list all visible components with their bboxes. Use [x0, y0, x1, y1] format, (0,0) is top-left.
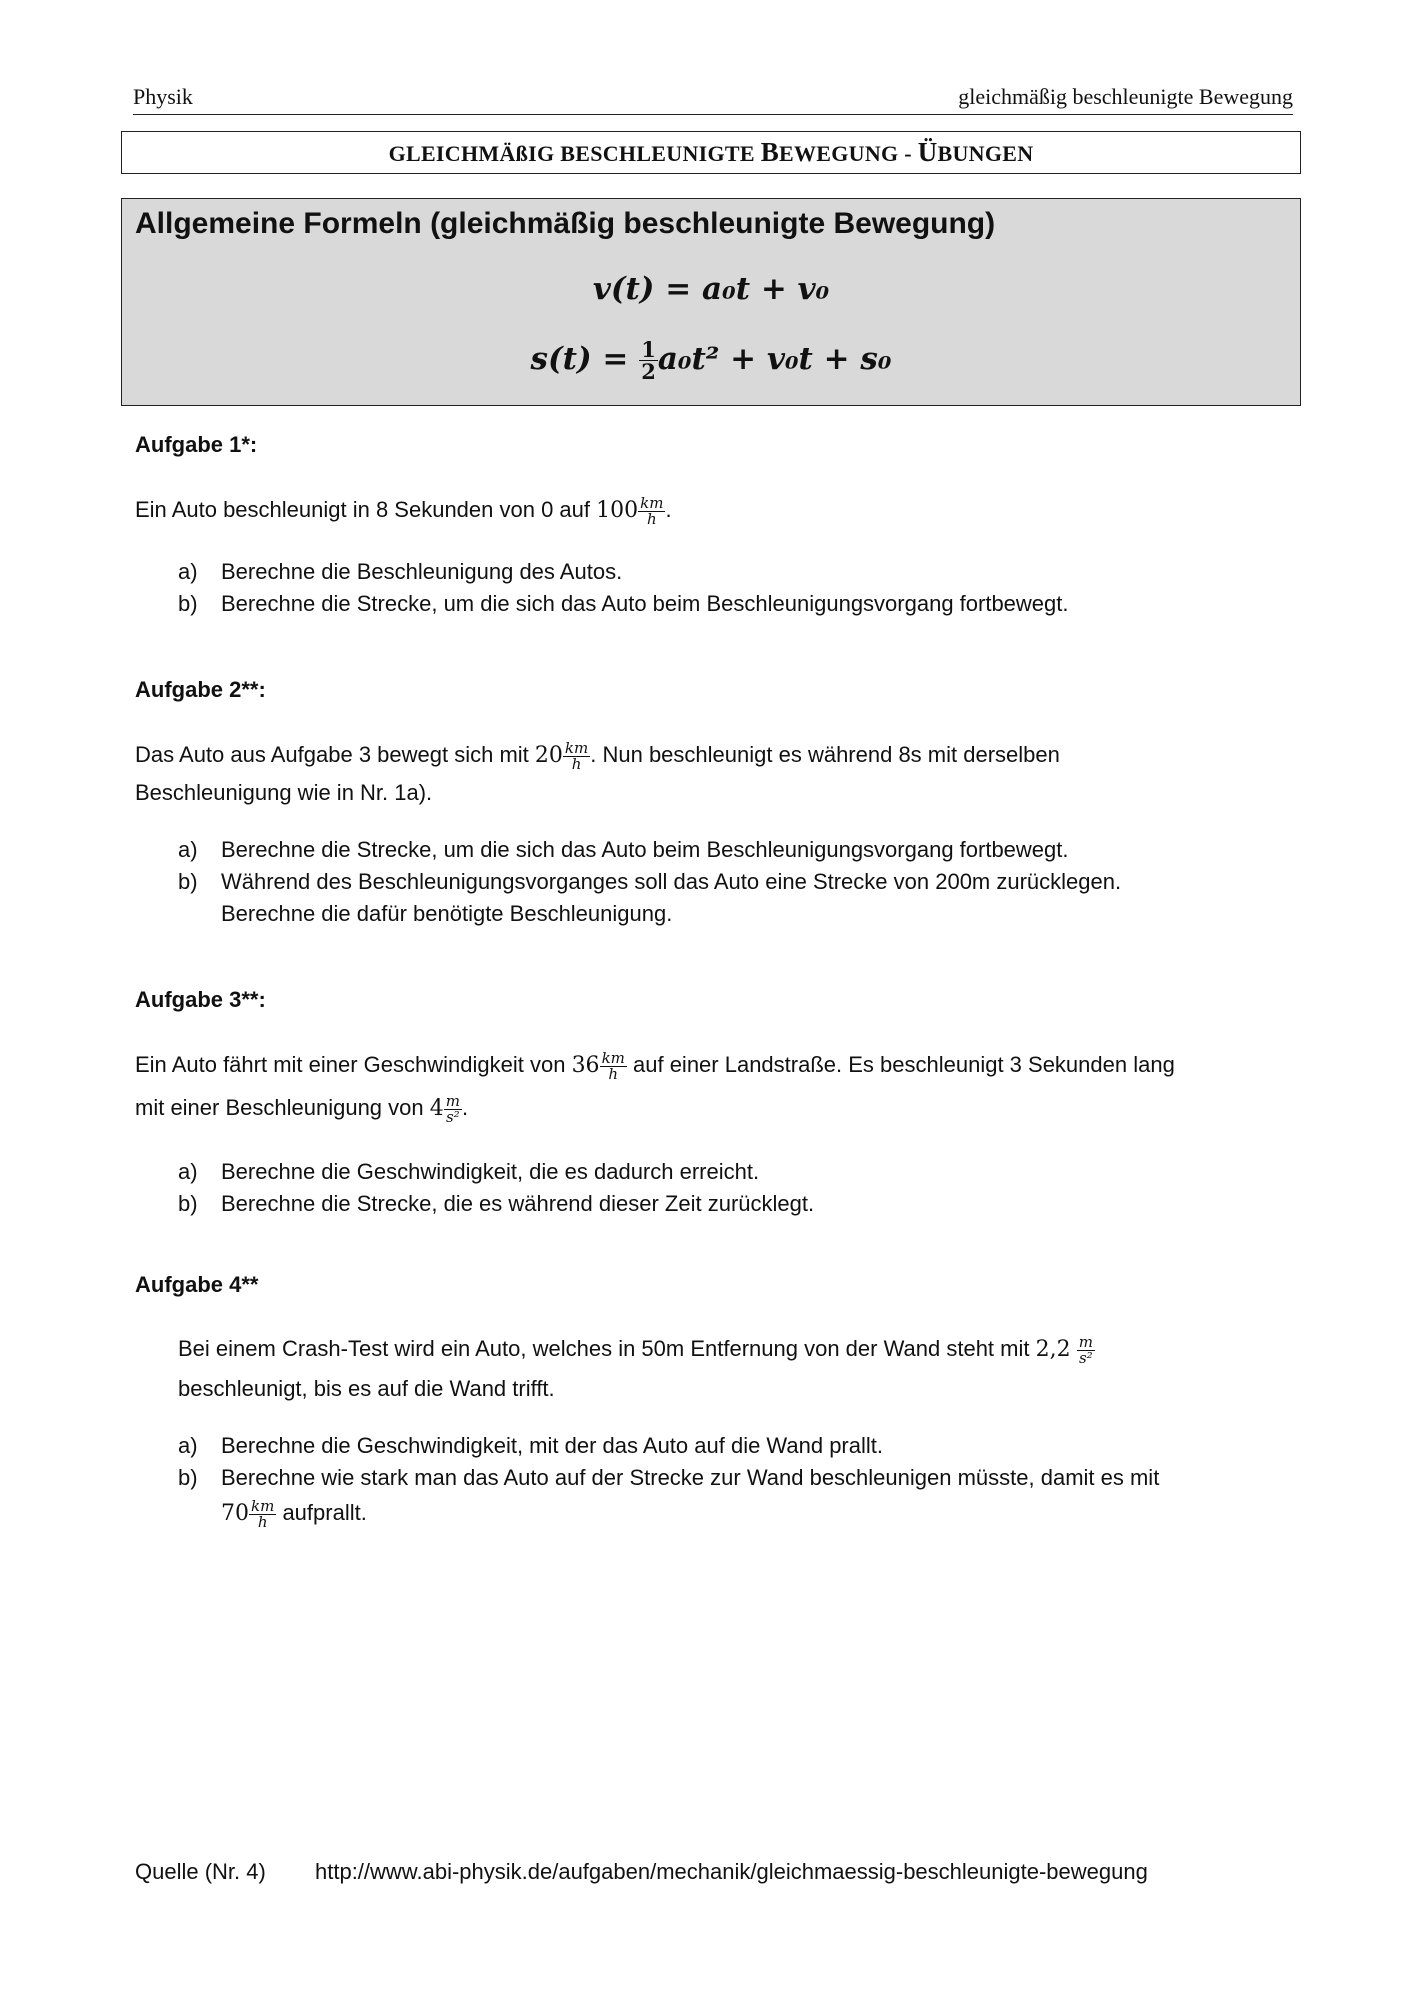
page-header	[133, 84, 1293, 115]
task-4-title: Aufgabe 4**	[135, 1272, 259, 1297]
task-2-title: Aufgabe 2**:	[135, 677, 266, 702]
task-4-text-line2: beschleunigt, bis es auf die Wand trifft.	[178, 1376, 555, 1401]
formula-velocity: v(t) = a₀t + v₀	[592, 271, 830, 307]
footer-source: Quelle (Nr. 4)	[135, 1859, 266, 1884]
task-3-title: Aufgabe 3**:	[135, 987, 266, 1012]
formula-distance: s(t) = $\frac{1}{2}$ a₀t² + v₀t + s₀	[530, 337, 892, 384]
unit-fraction: $\frac{m}{\text{s²}}$	[1078, 1332, 1093, 1367]
task-1-title: Aufgabe 1*:	[135, 432, 258, 457]
unit-fraction: $\frac{km}{h}$	[564, 738, 589, 773]
unit-fraction: $\frac{km}{h}$	[251, 1496, 275, 1531]
task-4-item-b-line2: 70 $\frac{km}{h}$ aufprallt.	[221, 1496, 367, 1531]
fraction-one-half: $\frac{1}{2}$	[641, 337, 656, 384]
formula-box	[121, 198, 1301, 406]
unit-fraction: $\frac{km}{h}$	[601, 1048, 625, 1083]
task-2-text-line2: Beschleunigung wie in Nr. 1a).	[135, 780, 433, 805]
formula-heading: Allgemeine Formeln (gleichmäßig beschleunigte Bewegung)	[135, 207, 996, 240]
task-3-text-line2: mit einer Beschleunigung von 4 $\frac{m}{\text{s²}}$ .	[135, 1091, 469, 1126]
task-4-text: Bei einem Crash-Test wird ein Auto, welches in 50m Entfernung von der Wand steht mit 2,2 $\frac{m}{\text{s²}}$	[178, 1332, 1093, 1367]
unit-fraction: $\frac{m}{\text{s²}}$	[445, 1091, 460, 1126]
task-3-text: Ein Auto fährt mit einer Geschwindigkeit von 36 $\frac{km}{h}$ auf einer Landstraße. Es beschleunigt 3 Sekunden lang	[135, 1048, 1175, 1083]
footer-url: http://www.abi-physik.de/aufgaben/mechanik/gleichmaessig-beschleunigte-bewegung	[315, 1859, 1148, 1884]
task-1-text: Ein Auto beschleunigt in 8 Sekunden von 0 auf 100 $\frac{km}{h}$ .	[135, 493, 672, 528]
header-topic: gleichmäßig beschleunigte Bewegung	[958, 84, 1293, 109]
page-title: GLEICHMÄßIG BESCHLEUNIGTE BEWEGUNG - ÜBUNGEN	[121, 131, 1301, 174]
unit-fraction: $\frac{km}{h}$	[640, 493, 664, 528]
header-subject: Physik	[133, 84, 193, 109]
task-2-text: Das Auto aus Aufgabe 3 bewegt sich mit 20 $\frac{km}{h}$ . Nun beschleunigt es während 8s mit derselben	[135, 738, 1060, 773]
